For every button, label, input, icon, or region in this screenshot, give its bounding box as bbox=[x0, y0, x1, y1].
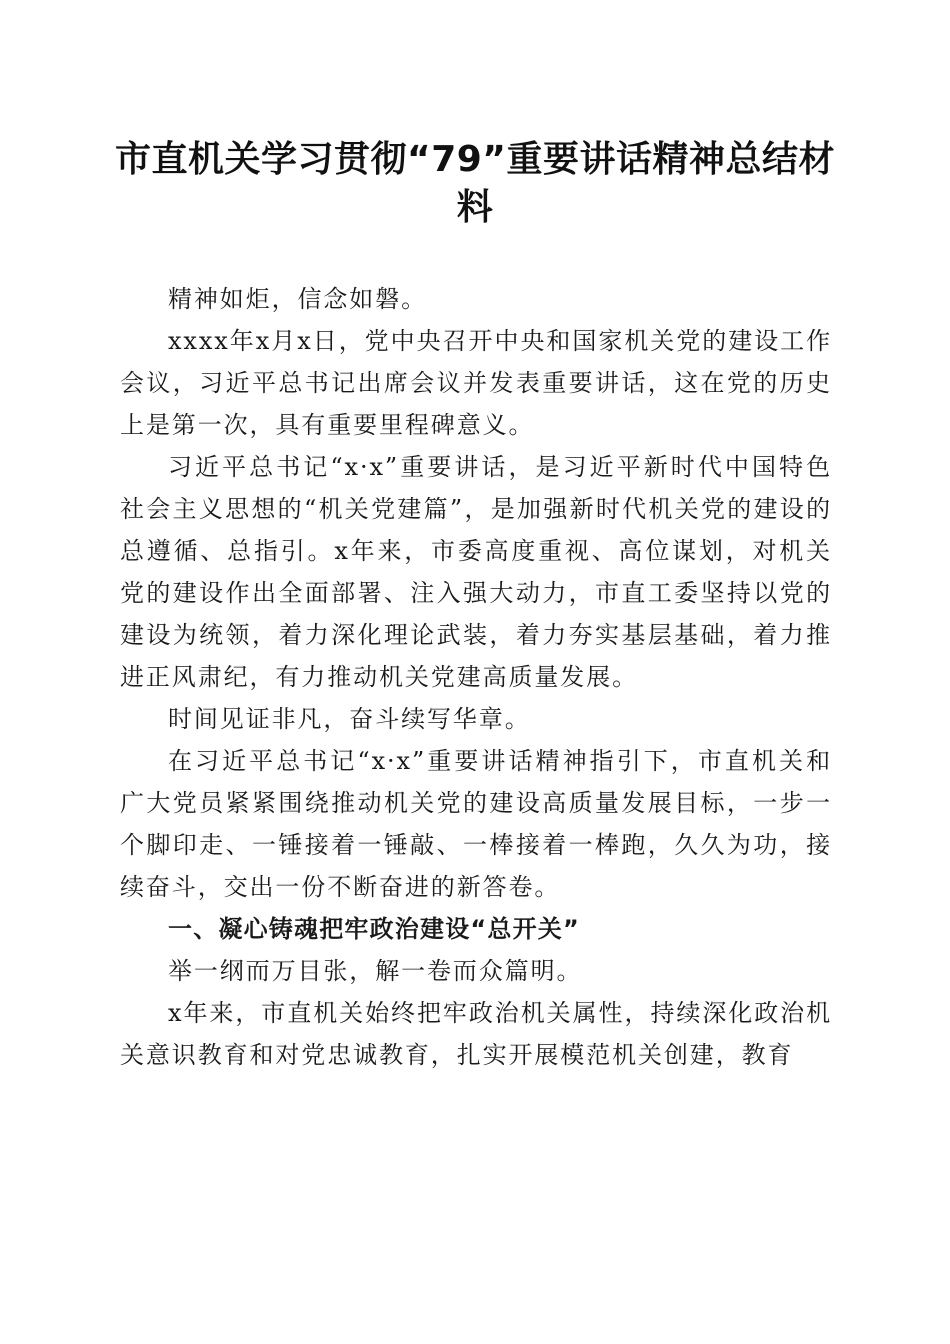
paragraph-time-witness: 时间见证非凡，奋斗续写华章。 bbox=[168, 705, 531, 733]
section-heading-political-building: 一、凝心铸魂把牢政治建设“总开关” bbox=[168, 915, 580, 943]
document-title: 市直机关学习贯彻“79”重要讲话精神总结材料 bbox=[115, 139, 835, 228]
paragraph-section-intro: 举一纲而万目张，解一卷而众篇明。 bbox=[168, 957, 583, 985]
paragraph-guidance-results: 在习近平总书记“x·x”重要讲话精神指引下，市直机关和广大党员紧紧围绕推动机关党的建设高质量发展目标，一步一个脚印走、一锤接着一锤敲、一棒接着一棒跑，久久为功，接续奋斗，交出一份不断奋进的新答卷。 bbox=[120, 747, 832, 901]
paragraph-meeting-background: xxxx年x月x日，党中央召开中央和国家机关党的建设工作会议，习近平总书记出席会议并发表重要讲话，这在党的历史上是第一次，具有重要里程碑意义。 bbox=[120, 327, 832, 439]
paragraph-section-body: x年来，市直机关始终把牢政治机关属性，持续深化政治机关意识教育和对党忠诚教育，扎实开展模范机关创建，教育 bbox=[120, 999, 832, 1069]
paragraph-speech-significance: 习近平总书记“x·x”重要讲话，是习近平新时代中国特色社会主义思想的“机关党建篇”，是加强新时代机关党的建设的总遵循、总指引。x年来，市委高度重视、高位谋划，对机关党的建设作出全面部署、注入强大动力，市直工委坚持以党的建设为统领，着力深化理论武装，着力夯实基层基础，着力推进正风肃纪，有力推动机关党建高质量发展。 bbox=[120, 453, 832, 691]
paragraph-opening-phrase: 精神如炬，信念如磐。 bbox=[168, 285, 427, 313]
document-body bbox=[120, 278, 832, 1076]
